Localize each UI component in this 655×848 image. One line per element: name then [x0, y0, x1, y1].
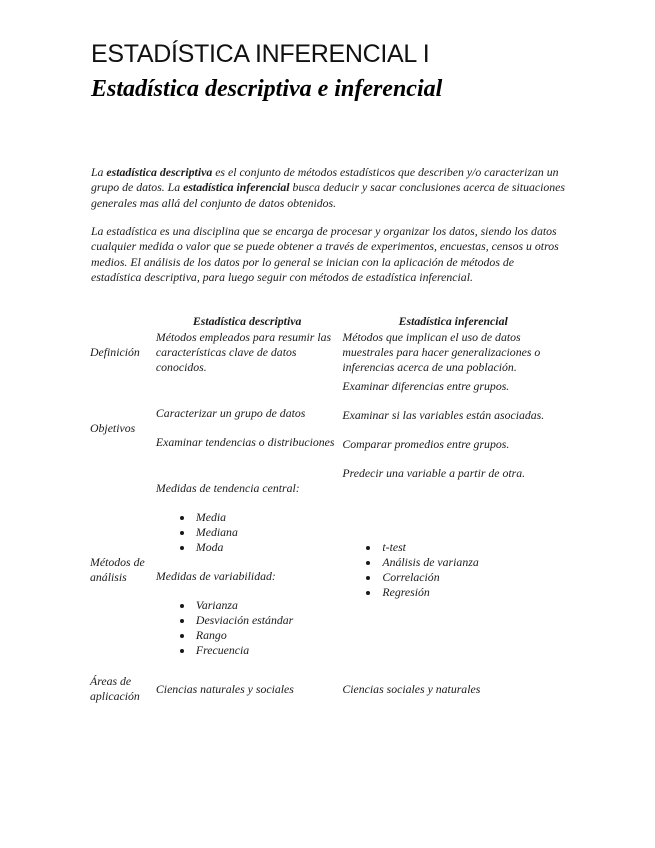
objetivo-item: Caracterizar un grupo de datos: [155, 405, 306, 420]
list-item: • Media: [194, 510, 338, 525]
list-item: • Desviación estándar: [194, 613, 338, 628]
intro-text: La: [91, 165, 107, 179]
list-item: • Análisis de varianza: [380, 555, 564, 570]
comparison-table: [88, 314, 566, 704]
list-item: • Frecuencia: [194, 643, 338, 658]
metodo-heading: Medidas de tendencia central:: [155, 481, 300, 495]
list-item: • Moda: [194, 540, 338, 555]
table-row-metodos: [88, 481, 566, 658]
list-item: • t-test: [380, 540, 564, 555]
header-inferencial: Estadística inferencial: [398, 314, 508, 328]
cell-objetivos-inferencial: [340, 375, 566, 481]
page-subtitle: Estadística descriptiva e inferencial: [91, 76, 443, 102]
list-item: • Correlación: [380, 570, 564, 585]
table-row-definicion: [88, 330, 566, 375]
intro-text: busca deducir y sacar conclusiones acerca de situaciones generales mas allá del conjunto de datos obtenidos.: [91, 180, 566, 210]
term-inferencial: estadística inferencial: [183, 180, 290, 195]
cell-metodos-descriptiva: [154, 481, 340, 658]
cell-definicion-inferencial: Métodos que implican el uso de datos muestrales para hacer generalizaciones o inferencias acerca de una población.: [342, 330, 541, 374]
objetivo-item: Examinar tendencias o distribuciones: [155, 434, 335, 449]
row-label-metodos: Métodos de análisis: [90, 554, 145, 584]
list-item: • Rango: [194, 628, 338, 643]
objetivo-item: Comparar promedios entre grupos.: [342, 437, 510, 451]
intro-paragraph-2: La estadística es una disciplina que se encarga de procesar y organizar los datos, siendo los datos cualquier medida o valor que se puede obtener a través de experimentos, encuestas, censos u otros medios. El análisis de los datos por lo general se inician con la aplicación de métodos de estadística descriptiva, para luego seguir con métodos de estadística inferencial.: [91, 224, 559, 285]
term-descriptiva: estadística descriptiva: [106, 165, 213, 179]
table-row-objetivos: [88, 375, 566, 481]
row-label-objetivos: Objetivos: [90, 420, 136, 435]
objetivo-item: Examinar diferencias entre grupos.: [342, 379, 510, 393]
intro-paragraph-1: [91, 165, 566, 211]
list-item: • Mediana: [194, 525, 338, 540]
cell-definicion-descriptiva: Métodos empleados para resumir las características clave de datos conocidos.: [155, 330, 332, 374]
intro-text: es el conjunto de métodos estadísticos que describen y/o caracterizan un grupo de datos. La: [91, 165, 559, 195]
metodo-list-inferencial: [342, 540, 564, 600]
list-item: • Regresión: [380, 585, 564, 600]
table-header-row: [88, 314, 566, 330]
row-label-areas: Áreas de aplicación: [90, 674, 140, 703]
metodo-list-variabilidad: [156, 598, 338, 658]
cell-areas-inferencial: Ciencias sociales y naturales: [342, 681, 481, 696]
metodo-list-tendencia: [156, 510, 338, 555]
row-label-definicion: Definición: [90, 345, 140, 359]
cell-areas-descriptiva: Ciencias naturales y sociales: [155, 681, 294, 696]
header-descriptiva: Estadística descriptiva: [192, 314, 302, 328]
objetivo-item: Predecir una variable a partir de otra.: [342, 466, 526, 480]
list-item: • Varianza: [194, 598, 338, 613]
header-empty: [88, 314, 154, 330]
objetivo-item: Examinar si las variables están asociadas.: [342, 408, 545, 422]
cell-metodos-inferencial: [340, 481, 566, 658]
page-title: ESTADÍSTICA INFERENCIAL I: [91, 40, 430, 68]
metodo-heading: Medidas de variabilidad:: [155, 569, 276, 583]
table-row-areas: [88, 658, 566, 704]
cell-objetivos-descriptiva: [154, 375, 340, 481]
